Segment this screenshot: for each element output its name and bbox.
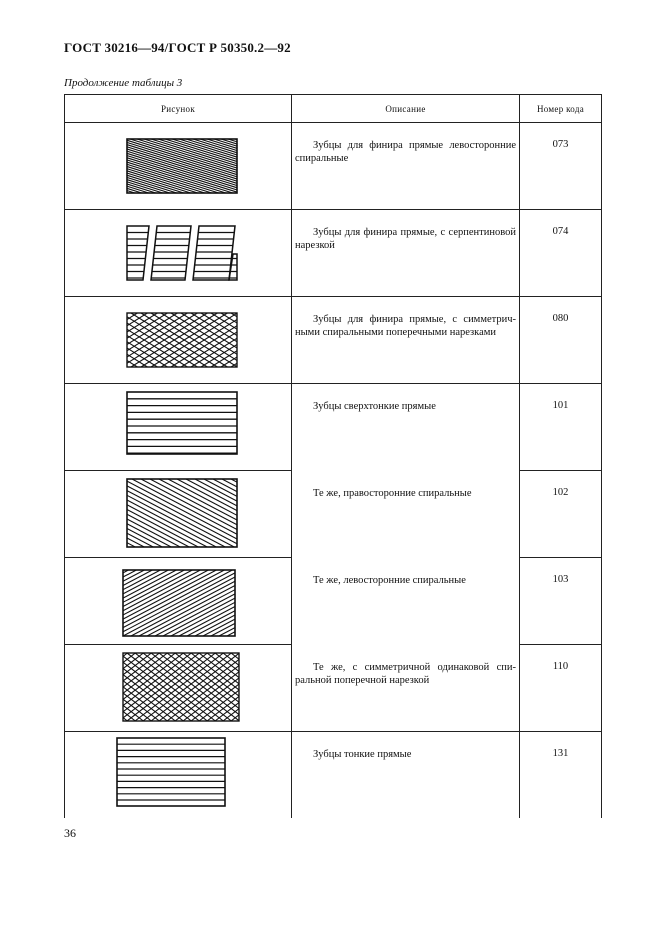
table-row [65,297,602,384]
page-number: 36 [64,826,76,840]
tooth-line [116,139,289,193]
tooth-line [65,313,77,367]
code-text: 103 [552,574,569,585]
pattern-cell [65,297,292,384]
tooth-line [235,570,291,636]
tooth-line [281,313,291,367]
tooth-line [65,479,171,547]
tooth-line [65,139,114,193]
tooth-line [261,313,291,367]
tooth-line [65,479,99,547]
description-text: Те же, правосторонние спиральные [313,487,472,499]
description-text: Зубцы для финира прямые, с серпентиновой нарезкой [295,227,516,251]
description-cell [292,471,520,558]
description-cell [292,558,520,645]
pattern-figure [65,210,291,296]
tooth-line [285,479,291,547]
tooth-line [247,653,291,721]
tooth-line [287,653,291,721]
tooth-line [65,139,107,193]
table-row [65,384,602,471]
tooth-line [242,139,291,193]
tooth-line [65,653,103,721]
tooth-line [211,570,291,636]
description-text: Те же, левосторонние спиральные [313,574,466,586]
tooth-line [231,313,291,367]
tooth-line [255,653,291,721]
tooth-pattern-table [64,94,602,818]
tooth-line [65,653,127,721]
tooth-line [227,570,291,636]
tooth-line [65,479,126,547]
table-header-row [65,95,602,123]
tooth-line [65,653,71,721]
document-header: ГОСТ 30216—94/ГОСТ Р 50350.2—92 [64,40,291,55]
tooth-line [204,479,291,547]
description-cell [292,297,520,384]
code-text: 131 [552,748,569,759]
table-continuation-caption: Продолжение таблицы 3 [64,77,183,89]
code-cell [520,558,602,645]
tooth-line [284,139,291,193]
tooth-line [65,570,176,636]
description-text: Зубцы сверхтонкие прямые [313,401,436,412]
tooth-line [271,313,291,367]
tooth-line [271,653,291,721]
tooth-line [221,313,291,367]
pattern-figure [65,123,291,209]
tooth-line [65,653,111,721]
tooth-line [279,653,291,721]
code-text: 102 [552,487,569,498]
pattern-cell [65,123,292,210]
tooth-line [65,479,153,547]
tooth-line [203,570,291,636]
pattern-frame [117,738,225,806]
tooth-line [65,570,80,636]
tooth-line [74,139,247,193]
tooth-line [249,479,291,547]
code-cell [520,384,602,471]
tooth-line [65,139,86,193]
tooth-line [65,653,87,721]
tooth-line [65,570,72,636]
tooth-line [67,139,240,193]
pattern-cell [65,471,292,558]
tooth-line [247,653,291,721]
tooth-line [65,313,127,367]
tooth-line [65,479,90,547]
tooth-line [241,313,291,367]
tooth-line [263,139,291,193]
tooth-line [65,313,117,367]
code-cell [520,645,602,732]
code-cell [520,471,602,558]
tooth-line [271,653,291,721]
tooth-line [251,313,291,367]
tooth-line [65,313,67,367]
tooth-line [231,653,291,721]
tooth-line [267,570,291,636]
pattern-cell [65,384,292,471]
tooth-line [223,653,291,721]
tooth-line [277,139,291,193]
tooth-line [65,139,79,193]
tooth-line [65,313,77,367]
tooth-line [65,570,120,636]
tooth-line [251,313,291,367]
tooth-line [258,479,291,547]
tooth-line [65,313,107,367]
tooth-line [251,570,291,636]
tooth-line [231,313,291,367]
tooth-line [65,479,117,547]
tooth-line [65,139,93,193]
tooth-line [65,653,87,721]
code-cell [520,732,602,819]
tooth-line [221,313,291,367]
tooth-line [65,313,87,367]
tooth-line [241,313,291,367]
tooth-line [65,570,112,636]
tooth-line [65,479,135,547]
table-row [65,123,602,210]
tooth-line [65,653,79,721]
description-cell [292,645,520,732]
tooth-line [65,313,67,367]
tooth-line [223,653,291,721]
tooth-line [243,570,291,636]
tooth-line [65,479,180,547]
tooth-line [65,653,79,721]
table-row [65,558,602,645]
tooth-line [65,479,162,547]
tooth-line [65,653,103,721]
column-header-code: Номер кода [520,95,602,123]
tooth-line [186,479,291,547]
pattern-cell [65,732,292,819]
tooth-line [65,653,127,721]
tooth-line [88,139,261,193]
tooth-line [261,313,291,367]
description-text: Зубцы тонкие прямые [313,749,412,760]
column-header-picture: Рисунок [65,95,292,123]
pattern-cell [65,645,292,732]
pattern-figure [65,645,291,731]
tooth-line [65,313,87,367]
pattern-figure [65,384,291,470]
tooth-line [65,313,107,367]
tooth-line [283,570,291,636]
tooth-line [102,139,275,193]
code-cell [520,297,602,384]
tooth-line [263,653,291,721]
description-cell [292,210,520,297]
code-text: 073 [552,139,569,150]
pattern-cell [65,558,292,645]
tooth-line [239,653,291,721]
description-text: Зубцы для финира прямые левосторонние спиральные [295,140,516,164]
tooth-line [65,313,97,367]
tooth-line [65,570,128,636]
tooth-line [65,570,88,636]
tooth-line [276,479,291,547]
table-row [65,732,602,819]
tooth-line [65,653,95,721]
tooth-line [65,139,72,193]
tooth-line [259,570,291,636]
tooth-line [65,570,96,636]
tooth-line [231,479,291,547]
tooth-line [239,653,291,721]
tooth-line [65,139,121,193]
tooth-line [263,653,291,721]
description-cell [292,732,520,819]
tooth-line [65,570,152,636]
tooth-line [65,313,97,367]
tooth-line [95,139,268,193]
table-row [65,645,602,732]
tooth-line [195,479,291,547]
tooth-line [65,139,135,193]
pattern-figure [65,732,291,818]
tooth-line [65,479,72,547]
tooth-line [279,653,291,721]
tooth-line [65,313,117,367]
tooth-line [256,139,291,193]
pattern-figure [65,471,291,557]
code-text: 101 [552,400,569,411]
tooth-line [281,313,291,367]
tooth-line [65,653,111,721]
tooth-line [65,653,95,721]
tooth-line [240,479,291,547]
code-text: 080 [552,313,569,324]
tooth-line [65,653,71,721]
code-text: 074 [552,226,569,237]
tooth-line [65,570,104,636]
tooth-line [109,139,282,193]
code-text: 110 [552,661,569,672]
description-cell [292,384,520,471]
tooth-line [235,139,291,193]
tooth-line [65,653,119,721]
tooth-line [267,479,291,547]
column-header-description: Описание [292,95,520,123]
tooth-line [65,653,119,721]
pattern-figure [65,558,291,644]
tooth-line [65,313,127,367]
description-cell [292,123,520,210]
tooth-line [275,570,291,636]
tooth-line [65,139,128,193]
tooth-line [249,139,291,193]
pattern-frame [127,392,237,454]
tooth-line [65,139,100,193]
tooth-line [287,653,291,721]
pattern-figure [65,297,291,383]
tooth-line [271,313,291,367]
tooth-line [270,139,291,193]
tooth-line [255,653,291,721]
tooth-line [231,653,291,721]
code-cell [520,123,602,210]
code-cell [520,210,602,297]
tooth-line [65,479,81,547]
tooth-line [81,139,254,193]
pattern-cell [65,210,292,297]
description-text: Те же, с симметричной одинаковой спиральной поперечной нарезкой [295,661,516,686]
table-row [65,471,602,558]
table-row [65,210,602,297]
tooth-line [65,479,108,547]
description-text: Зубцы для финира прямые, с симметричными спиральными поперечными нарезками [295,314,516,338]
